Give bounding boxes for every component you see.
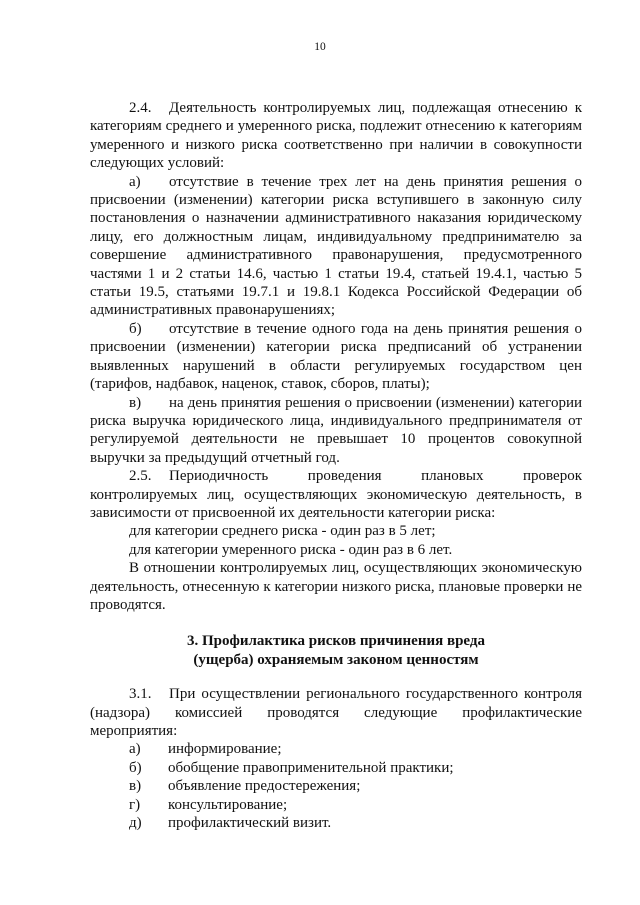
clause-2-4-b-label: б) xyxy=(129,320,142,337)
clause-2-5-number: 2.5. xyxy=(129,468,152,485)
clause-2-5-line-1: для категории среднего риска - один раз в 5 лет; xyxy=(129,523,436,540)
clause-2-5-text: Периодичность проведения плановых проверок контролируемых лиц, осуществляющих экономическую деятельность, в зависимости от присвоенной их деятельности категории риска: xyxy=(90,468,582,521)
list-item-text: консультирование; xyxy=(168,796,288,813)
clause-2-4 xyxy=(90,99,582,173)
list-item-label: б) xyxy=(129,759,142,776)
clause-2-4-a-label: а) xyxy=(129,173,141,190)
clause-2-4-b-text: отсутствие в течение одного года на день принятия решения о присвоении (изменении) категории риска предписаний об устранении выявленных нарушений в области регулируемых государством цен (тарифов, надбавок, наценок, ставок, сборов, платы); xyxy=(90,320,582,393)
page-number: 10 xyxy=(314,41,326,53)
clause-3-1-number: 3.1. xyxy=(129,686,152,703)
clause-2-5 xyxy=(90,467,582,522)
list-item xyxy=(90,814,582,832)
clause-3-1-text: При осуществлении регионального государственного контроля (надзора) комиссией проводятся следующие профилактические мероприятия: xyxy=(90,686,582,739)
clause-2-4-v-text: на день принятия решения о присвоении (изменении) категории риска выручка юридического лица, индивидуального предпринимателя от регулируемой деятельности не превышает 10 процентов совокупной выручки за предыдущий отчетный год. xyxy=(90,394,582,466)
clause-2-4-a xyxy=(90,173,582,320)
clause-2-4-v-label: в) xyxy=(129,394,142,411)
list-item-label: г) xyxy=(129,796,141,813)
clause-3-1 xyxy=(90,685,582,740)
list-item-text: объявление предостережения; xyxy=(168,778,361,795)
clause-2-4-b xyxy=(90,320,582,394)
list-item-label: а) xyxy=(129,741,141,758)
clause-2-5-tail: В отношении контролируемых лиц, осуществляющих экономическую деятельность, отнесенную к категории низкого риска, плановые проверки не проводятся. xyxy=(90,560,582,613)
clause-2-4-text: Деятельность контролируемых лиц, подлежащая отнесению к категориям среднего и умеренного риска, подлежит отнесению к категориям умеренного и низкого риска соответственно при наличии в совокупности следующих условий: xyxy=(90,100,582,172)
clause-2-5-line-2: для категории умеренного риска - один раз в 6 лет. xyxy=(129,541,453,558)
list-item-text: профилактический визит. xyxy=(168,815,332,832)
clause-2-4-number: 2.4. xyxy=(129,100,152,116)
section-3-heading-line-1: 3. Профилактика рисков причинения вреда xyxy=(186,633,485,650)
section-3-heading-line-2: (ущерба) охраняемым законом ценностям xyxy=(193,651,479,668)
list-item-text: обобщение правоприменительной практики; xyxy=(168,759,454,776)
list-item xyxy=(90,796,582,814)
list-item-label: д) xyxy=(129,815,142,832)
list-item xyxy=(90,759,582,777)
clause-2-4-a-text: отсутствие в течение трех лет на день принятия решения о присвоении (изменении) категории риска вступившего в законную силу постановления о назначении административного наказания юридическому лицу, его должностным лицам, индивидуальному предпринимателю за совершение административного правонарушения, предусмотренного частями 1 и 2 статьи 14.6, частью 1 статьи 19.4, статьей 19.4.1, частью 5 статьи 19.5, статьями 19.7.1 и 19.8.1 Кодекса Российской Федерации об административных правонарушениях; xyxy=(90,173,582,319)
document-body xyxy=(90,99,582,832)
list-item-label: в) xyxy=(129,778,142,795)
list-item xyxy=(90,777,582,795)
clause-2-4-v xyxy=(90,394,582,468)
list-item xyxy=(90,740,582,758)
list-item-text: информирование; xyxy=(168,741,282,758)
